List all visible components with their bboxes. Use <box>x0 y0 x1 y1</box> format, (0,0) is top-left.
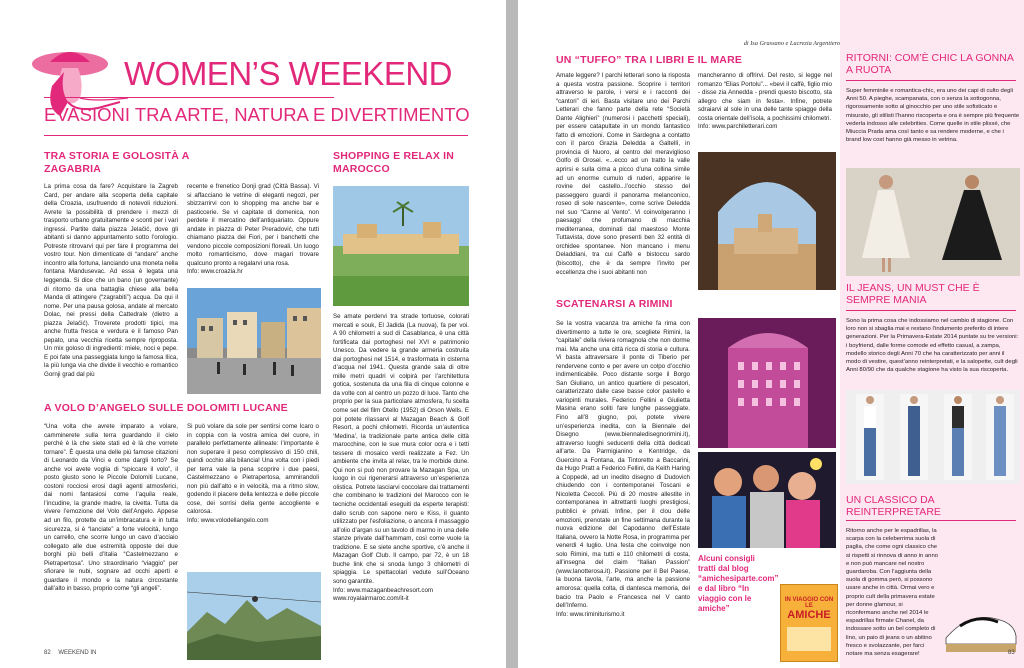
dolomiti-photo <box>187 572 321 660</box>
rimini-info: Info: www.riminiturismo.it <box>556 610 625 618</box>
page-number: 82 <box>44 650 51 656</box>
classico-rule <box>846 520 1016 521</box>
tuffo-text-col2: mancheranno di offrirvi. Del resto, si legge nel romanzo “Elias Portolu”... «bevi il caffè, figlio mio - disse zia Annedda - prendi questo biscotto, sta allegro che siam in festa». Infine, potrete sdraiarvi al sole in una delle tante spiagge della costa orientale dell’isola, a pochissimi chilometri. Info: www.parchiletterari.com <box>698 72 832 131</box>
lucane-text-col1: “Una volta che avrete imparato a volare, camminerete sulla terra guardando il cielo perché è là che siete stati ed è là che vorrete tornare”. È questa una delle più famose citazioni di Leonardo da Vinci e come dargli torto? Se anche voi avete voglia di “spiccare il volo”, il posto giusto sono le Piccole Dolomiti Lucane, costoni rocciosi erosi dagli agenti atmosferici, dai nomi fantasiosi come l’aquila reale, l’incudine, la grande madre, la civetta. Tutta da vivere l’emozione del Volo dell’Angelo. Appese ad un filo, protette da un’imbracatura e in tutta sicurezza, si è “lanciate” a forte velocità, lungo un carrello, che scorre lungo un cavo d’acciaio collegato alle due estremità opposte dei due borghi più belli d’Italia “Castelmezzano e Pietrapertosa”. Uno straordinario “viaggio” per sfiorare le nubi, sognare ad occhi aperti e guardare il mondo e la natura circostante dall’alto in basso, proprio come “gli angeli”. <box>44 423 178 593</box>
ritorni-text: Super femminile e romantica-chic, era uno dei capi di culto degli Anni 50. A pieghe, scampanata, con o senza la sottogonna, rigorosamente sotto al ginocchio per uno stile sofisticato e misurato, gli stilisti l’hanno riscoperta e ora è sempre più frequente vederla indosso alle celebrities. Come quelle in stile plissé, che Miuccia Prada ama così tanto e sa rendere moderne, e che i brand low cost hanno già messo in vetrina. <box>846 88 1020 144</box>
section-heading-tuffo: UN “TUFFO” TRA I LIBRI E IL MARE <box>556 54 743 66</box>
section-heading-rimini: SCATENARSI A RIMINI <box>556 298 673 310</box>
zagreb-square-photo <box>187 288 321 394</box>
sidebar-heading-jeans: IL JEANS, UN MUST CHE È SEMPRE MANIA <box>846 282 980 306</box>
byline: di Isa Grassano e Lucrezia Argentiero <box>743 40 840 47</box>
left-page <box>0 0 506 668</box>
sidebar-heading-ritorni: RITORNI: COM’È CHIC LA GONNA A RUOTA <box>846 52 1014 76</box>
lucane-info: Info: www.volodellangelo.com <box>187 517 269 525</box>
tuffo-info: Info: www.parchiletterari.com <box>698 123 778 131</box>
rimini-text-col1: Se la vostra vacanza tra amiche fa rima con divertimento a tutte le ore, scegliete Rimini, la “capitale” della riviera romagnola che non dorme mai. Ma anche una città ricca di storia e cultura. Vi basta attraversare il ponte di Tiberio per rendervene conto e per avere un colpo d’occhio indimenticabile. Poco distante sorge il Borgo San Giuliano, un antico quartiere di pescatori, caratterizzato dalle case basse color pastello e variopinti murales. Federico Fellini e Giulietta Masina erano soliti fare lunghe passeggiate. Fino all’8 giugno, poi, potete vivere un’esperienza inedita, con la Biennale del Disegno (www.biennaledisegnorimini.it), attraverso luoghi seducenti della città dedicati all’arte. Da Parmigianino e Kentridge, da Guercino a Fontana, da Tintoretto a Baccarini, da Hugo Pratt a Federico Fellini, da Keith Haring a Coppedè, ad un inedito disegno di Dudovich chiudendo con i contemporanei Toscani e Nicoletta Ceccoli. Più di 20 mostre allestite in contemporanea in altrettanti luoghi prestigiosi, pubblici e privati. Infine, per il clou delle emozioni, prenotate un fine settimana durante la nuova edizione del Capodanno dell’Estate Italiana, ovvero la Notte Rosa, in programma per venerdì 4 luglio. Una festa che coinvolge non solo Rimini, ma tutti e 110 chilometri di costa, all’insegna del claim “Italian Passion” (www.lanotterosa.it). Passione per il Bel Paese, la buona tavola, l’arte, ma anche la passione amorosa: quella colta, di dantesca memoria, del bacio tra Paolo e Francesca nel V canto dell’Inferno. Info: www.riminiturismo.it <box>556 320 690 618</box>
marocco-info1: Info: www.mazaganbeachresort.com <box>333 586 434 594</box>
right-page-number: 83 <box>1008 650 1015 656</box>
details-sidebar <box>840 0 1024 668</box>
sidebar-heading-classico: UN CLASSICO DA REINTERPRETARE <box>846 494 941 518</box>
book-cover-big-title: AMICHE <box>787 609 831 621</box>
jeans-runway-photo <box>846 390 1020 484</box>
lucane-text-col2: Si può volare da sole per sentirsi come Icaro o in coppia con la vostra amica del cuore, in parallelo perfettamente allineate: l’importante è non superare il peso complessivo di 150 chili, quindi occhio alla bilancia! Una volta con i piedi per terra vale la pena scoprire i due paesi, Castelmezzano e Pietrapertosa, ammirandoli non più dall’alto e in velocità, ma a ritmo slow, godendo il piacere della lentezza e delle piccole cose, dei sorrisi della gente accogliente e calorosa. Info: www.volodellangelo.com <box>187 423 319 525</box>
zagabria-text-col1: La prima cosa da fare? Acquistare la Zagreb Card, per andare alla scoperta della capitale della Croazia, usufruendo di notevoli riduzioni. Avrete la possibilità di prendere i mezzi di trasporto urbano gratuitamente e sconti per i vari ingressi. Partite dalla piazza Jelačić, dove gli abitanti si danno appuntamento sotto l’orologio. Potreste ritrovarvi qui per fare il programma del vostro tour. Non dimenticate di “andare” anche incontro alla fortuna, lanciando una moneta nella fontana Mandusevac. Ad essa è legata una leggenda. Si dice che un bano (un governante) di ritorno da una battaglia chiese alla bella Manda di attingere (“zagrabiti”) acqua. Da qui il nome. Per una pausa golosa, andate al mercato Dolac, nei pressi della Cattedrale (dietro a piazza Jelačić). Troverete prodotti tipici, ma anche frutta fresca e verdura e il famoso Pan pepato, una vecchia ricetta sempre riproposta. Un mix goloso di ingredienti: miele, noci e pepe. E poi fate una passeggiata lungo la famosa Ilica, la più lunga via che divide il vecchio e romantico Gornji grad dal più <box>44 183 178 379</box>
jeans-rule <box>846 310 1016 311</box>
rimini-night-photo <box>698 318 836 448</box>
subtitle-underline <box>44 135 468 136</box>
skirts-photo <box>846 168 1020 276</box>
marocco-resort-photo <box>333 186 469 306</box>
book-cover <box>780 584 838 662</box>
zagabria-info: Info: www.croazia.hr <box>187 268 243 276</box>
tuffo-text-col1: Amate leggere? I parchi letterari sono la risposta a questa vostra passione. Scoprire i territori attraverso le parole, i versi e i racconti dei “cantori” di ieri. Basta visitare uno dei Parchi Letterari che fanno parte della rete “Società Dante Alighieri” (numerosi i pacchetti speciali), per essere catapultate in un mondo fantastico fatto di emozioni. Come in Sardegna a contatto con il parco Grazia Deledda a Galtellì, in provincia di Nuoro, al centro del meraviglioso Golfo di Orosei. «...ecco ad un tratto la valle aprirsi e sulla cima a picco d’una collina simile ad un enorme cumulo di ruderi, apparire le rovine del castello...l’occhio stesso del passeggero guardi il panorama melanconico, roseo di sole nascente», come scrive Deledda nel suo “Canne al Vento”. Vi coinvolgeranno i paesaggi che profumano di macchia mediterranea, dominati dal maestoso Monte Tuttavista, dove sono presenti ben 32 entità di orchidee spontanee. Non mancano i menu Deladdiani, tra cui Caffè e bistoccu sardo (biscotto), che è da sempre l’invito per eccellenza che i suoi abitanti non <box>556 72 690 276</box>
ritorni-rule <box>846 80 1016 81</box>
classico-text: Ritorno anche per le espadrillas, la scarpa con la celeberrima suola di paglia, che come ogni classico che si rispetti si rinnova di anno in anno e non può mancare nel nostro guardaroba. Con l’aggiunta della suola di gomma però, si possono usare anche in città. Ormai vero e proprio cult della primavera estate per donne glamour, si riconfermano anche nel 2014 le espadrillas firmate Chanel, da indossare sotto un bel completo di lino, un paio di jeans o un abitino fresco e svolazzante, per farci notare ma senza esagerare! <box>846 528 939 658</box>
page-subtitle: EVASIONI TRA ARTE, NATURA E DIVERTIMENTO <box>44 104 470 125</box>
section-heading-marocco: SHOPPING E RELAX IN MAROCCO <box>333 150 455 175</box>
right-page <box>518 0 1024 668</box>
zagabria-text-col2: recente e frenetico Donji grad (Città Bassa). Vi si affacciano le vetrine di eleganti negozi, per sbizzarrirvi con lo shopping ma anche bar e pasticcerie. Se vi capitate di domenica, non perdete il mercatino dell’antiquariato. Oppure andate in piazza di Peter Preradović, che tutti chiamano piazza dei Fiori, per i banchetti che vendono piccole composizioni floreali. Un luogo molto romanticismo, dove magari trovare qualcuno pronto a regalarvi una rosa. Info: www.croazia.hr <box>187 183 319 276</box>
party-girls-photo <box>698 452 836 548</box>
book-caption: Alcuni consigli tratti dal blog “amichesiparte.com” e dal libro “In viaggio con le amiche” <box>698 554 779 613</box>
book-cover-illustration <box>787 627 831 651</box>
castle-arch-photo <box>698 152 836 290</box>
left-folio <box>44 650 96 656</box>
jeans-text: Sono la prima cosa che indossiamo nel cambio di stagione. Con loro non si sbaglia mai e restano l’indumento preferito di intere generazioni. Per la Primavera-Estate 2014 puntate su tre versioni: i boyfriend, dalle forme comode ed effetto casual, a zampa, modello storico degli Anni 70 che ha caratterizzato per anni il modo di vestire, quest’anno reinterpretati, e la salopette, cult degli Anni 80/90 che da qualche stagione ha visto la sua riscoperta. <box>846 318 1019 374</box>
title-underline <box>44 97 334 98</box>
magazine-name: WEEKEND IN <box>58 650 97 656</box>
page-title: WOMEN’S WEEKEND <box>124 55 453 92</box>
book-cover-small-title: IN VIAGGIO CON LE <box>784 597 834 609</box>
marocco-text: Se amate perdervi tra strade tortuose, colorati mercati e souk, El Jadida (La nuova), fa per voi. A 90 chilometri a sud di Casablanca, è una città fortificata dai portoghesi nel XVI e patrimonio Unesco. Da vedere la grande armeria costruita dai portoghesi nel 1514, e trasformata in cisterna d’acqua nel 1941. Questa grande sala di oltre mille metri quadri vi colpirà per l’architettura gotica, sostenuta da una fila di cinque colonne e da volte con al centro un pozzo di luce. Tanto che proprio per la sua particolare atmosfera, fu scelta come set del film Otello (1952) di Orson Wells. E poi potete rilassarvi al Mazagan Beach & Golf Resort, a pochi chilometri. Ricorda un’autentica ‘Medina’, la tradizionale parte antica delle città marocchine, con le sue mura color ocra e i tetti tessere di mosaico verdi realizzate a Fez. Un ambiente che invita al relax, tra le morbide dune. Qui non si può non provare la Mazagan Spa, un luogo in cui rigenerarsi attraverso un’esperienza olistica. Potrete lasciarvi coccolare dai trattamenti che combinano le tradizioni del Marocco con le tecniche occidentali eseguiti da esperte terapisti: dallo scrub con sapone nero e Kiss, il guanto utilizzato per l’esfoliazione, o ancora il massaggio all’olio d’argan su un tavolo di marmo in una delle stanze private dall’hammam, così come vuole la tradizione. E se siete anche sportive, c’è anche il Mazagan Golf Club. Il campo, par 72, è un 18 buche link che si snoda lungo 3 chilometri di spiaggia. Le spettacolari vedute sull’Oceano sono garantite. Info: www.mazaganbeachresort.com www.royalairmaroc.com/it-it <box>333 313 469 603</box>
section-heading-lucane: A VOLO D’ANGELO SULLE DOLOMITI LUCANE <box>44 402 288 414</box>
section-heading-zagabria: TRA STORIA E GOLOSITÀ A ZAGABRIA <box>44 150 190 175</box>
marocco-info2: www.royalairmaroc.com/it-it <box>333 595 409 603</box>
